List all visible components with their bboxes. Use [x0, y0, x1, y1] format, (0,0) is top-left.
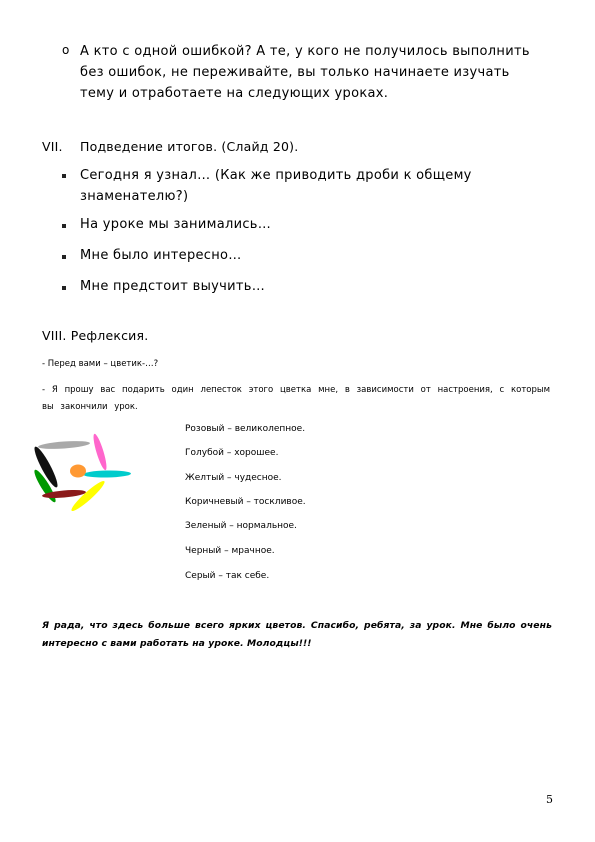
summary-item: Мне предстоит выучить… — [80, 279, 265, 294]
color-meaning: Желтый – чудесное. — [185, 473, 282, 483]
square-bullet — [62, 286, 66, 290]
petal-cyan — [83, 470, 131, 478]
section-number: VII. — [42, 139, 63, 154]
flower-petals-image — [28, 428, 138, 518]
text-line: без ошибок, не переживайте, вы только начинаете изучать — [80, 65, 510, 80]
reflection-question: - Перед вами – цветик-…? — [42, 359, 159, 369]
petal-pink — [91, 433, 109, 471]
text-line: знаменателю?) — [80, 189, 189, 204]
text-line: тему и отработаете на следующих уроках. — [80, 86, 389, 101]
list-bullet: o — [62, 43, 70, 57]
color-meaning: Серый – так себе. — [185, 571, 270, 581]
square-bullet — [62, 224, 66, 228]
color-meaning: Черный – мрачное. — [185, 546, 275, 556]
color-meaning: Зеленый – нормальное. — [185, 521, 297, 531]
summary-item: Мне было интересно… — [80, 248, 242, 263]
flower-center — [70, 465, 86, 478]
page-number: 5 — [546, 793, 553, 806]
closing-remark: Я рада, что здесь больше всего ярких цветов. Спасибо, ребята, за урок. Мне было очень интересно с вами работать на уроке. Молодцы!!! — [42, 620, 552, 649]
square-bullet — [62, 255, 66, 259]
summary-item — [80, 165, 550, 207]
text-line: А кто с одной ошибкой? А те, у кого не получилось выполнить — [80, 44, 530, 59]
color-meaning: Розовый – великолепное. — [185, 424, 306, 434]
reflection-request: - Я прошу вас подарить один лепесток этого цветка мне, в зависимости от настроения, с которым вы закончили урок. — [42, 385, 550, 412]
color-meaning: Коричневый – тоскливое. — [185, 497, 306, 507]
text-line: Сегодня я узнал… (Как же приводить дроби к общему — [80, 168, 472, 183]
reflection-title: VIII. Рефлексия. — [42, 328, 149, 343]
petal-gray — [38, 440, 90, 451]
summary-item: На уроке мы занимались… — [80, 217, 272, 232]
section-title: Подведение итогов. (Слайд 20). — [80, 139, 299, 154]
intro-paragraph — [80, 41, 560, 104]
color-meaning: Голубой – хорошее. — [185, 448, 279, 458]
square-bullet — [62, 174, 66, 178]
